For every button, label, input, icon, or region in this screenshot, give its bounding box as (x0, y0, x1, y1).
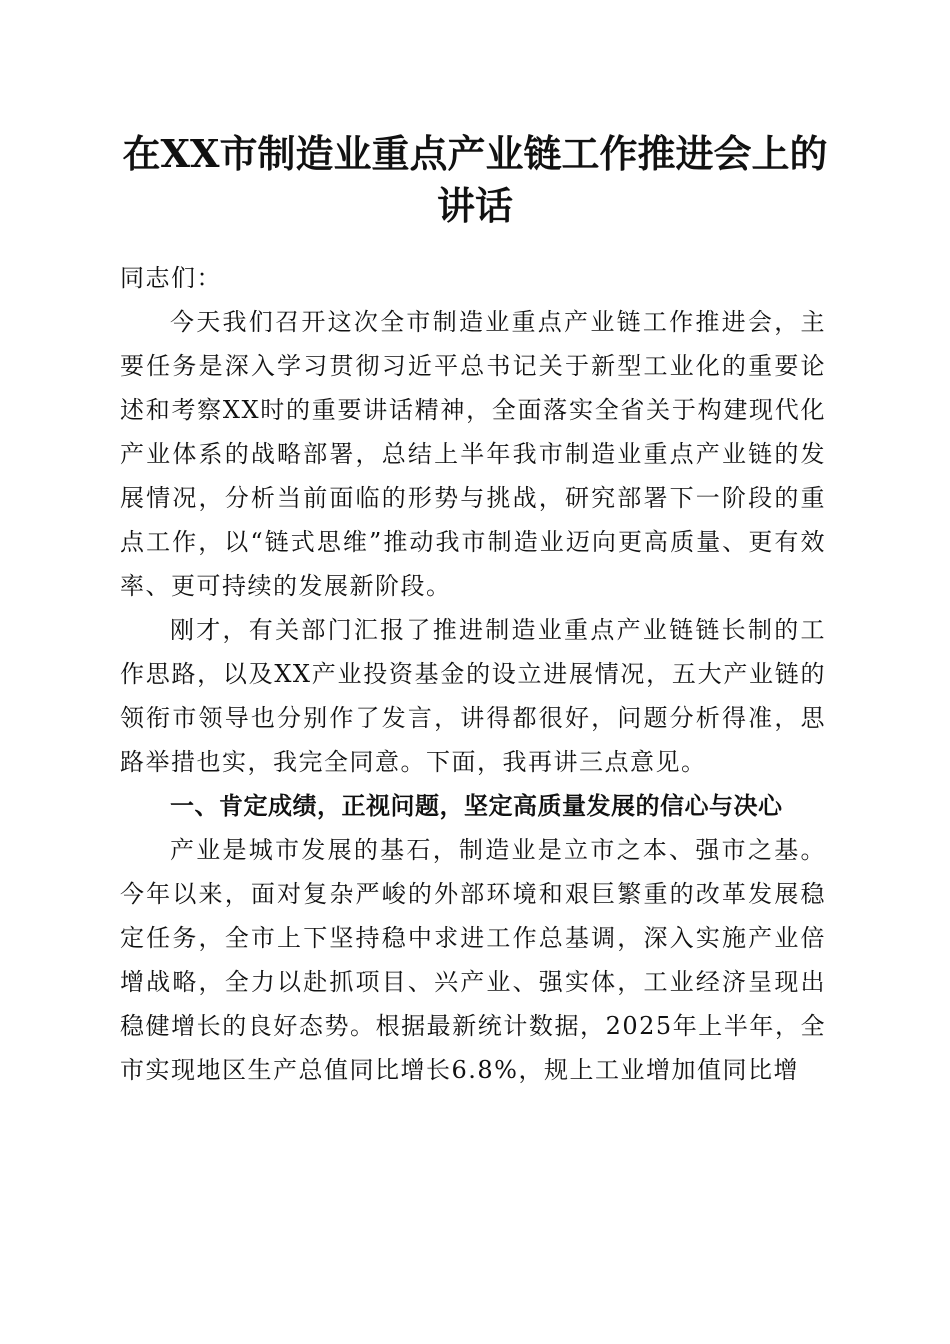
document-body (120, 256, 826, 1092)
salutation: 同志们： (120, 264, 222, 292)
section-paragraph: 产业是城市发展的基石，制造业是立市之本、强市之基。今年以来，面对复杂严峻的外部环境和艰巨繁重的改革发展稳定任务，全市上下坚持稳中求进工作总基调，深入实施产业倍增战略，全力以赴抓项目、兴产业、强实体，工业经济呈现出稳健增长的良好态势。根据最新统计数据，2025年上半年，全市实现地区生产总值同比增长6.8%，规上工业增加值同比增 (120, 836, 826, 1084)
section-heading: 一、肯定成绩，正视问题，坚定高质量发展的信心与决心 (170, 792, 783, 820)
paragraph-opening: 今天我们召开这次全市制造业重点产业链工作推进会，主要任务是深入学习贯彻习近平总书记关于新型工业化的重要论述和考察XX时的重要讲话精神，全面落实全省关于构建现代化产业体系的战略部署，总结上半年我市制造业重点产业链的发展情况，分析当前面临的形势与挑战，研究部署下一阶段的重点工作，以“链式思维”推动我市制造业迈向更高质量、更有效率、更可持续的发展新阶段。 (120, 308, 826, 600)
paragraph-reports: 刚才，有关部门汇报了推进制造业重点产业链链长制的工作思路，以及XX产业投资基金的设立进展情况，五大产业链的领衔市领导也分别作了发言，讲得都很好，问题分析得准，思路举措也实，我完全同意。下面，我再讲三点意见。 (120, 616, 826, 776)
document-title: 在XX市制造业重点产业链工作推进会上的讲话 (122, 131, 828, 228)
